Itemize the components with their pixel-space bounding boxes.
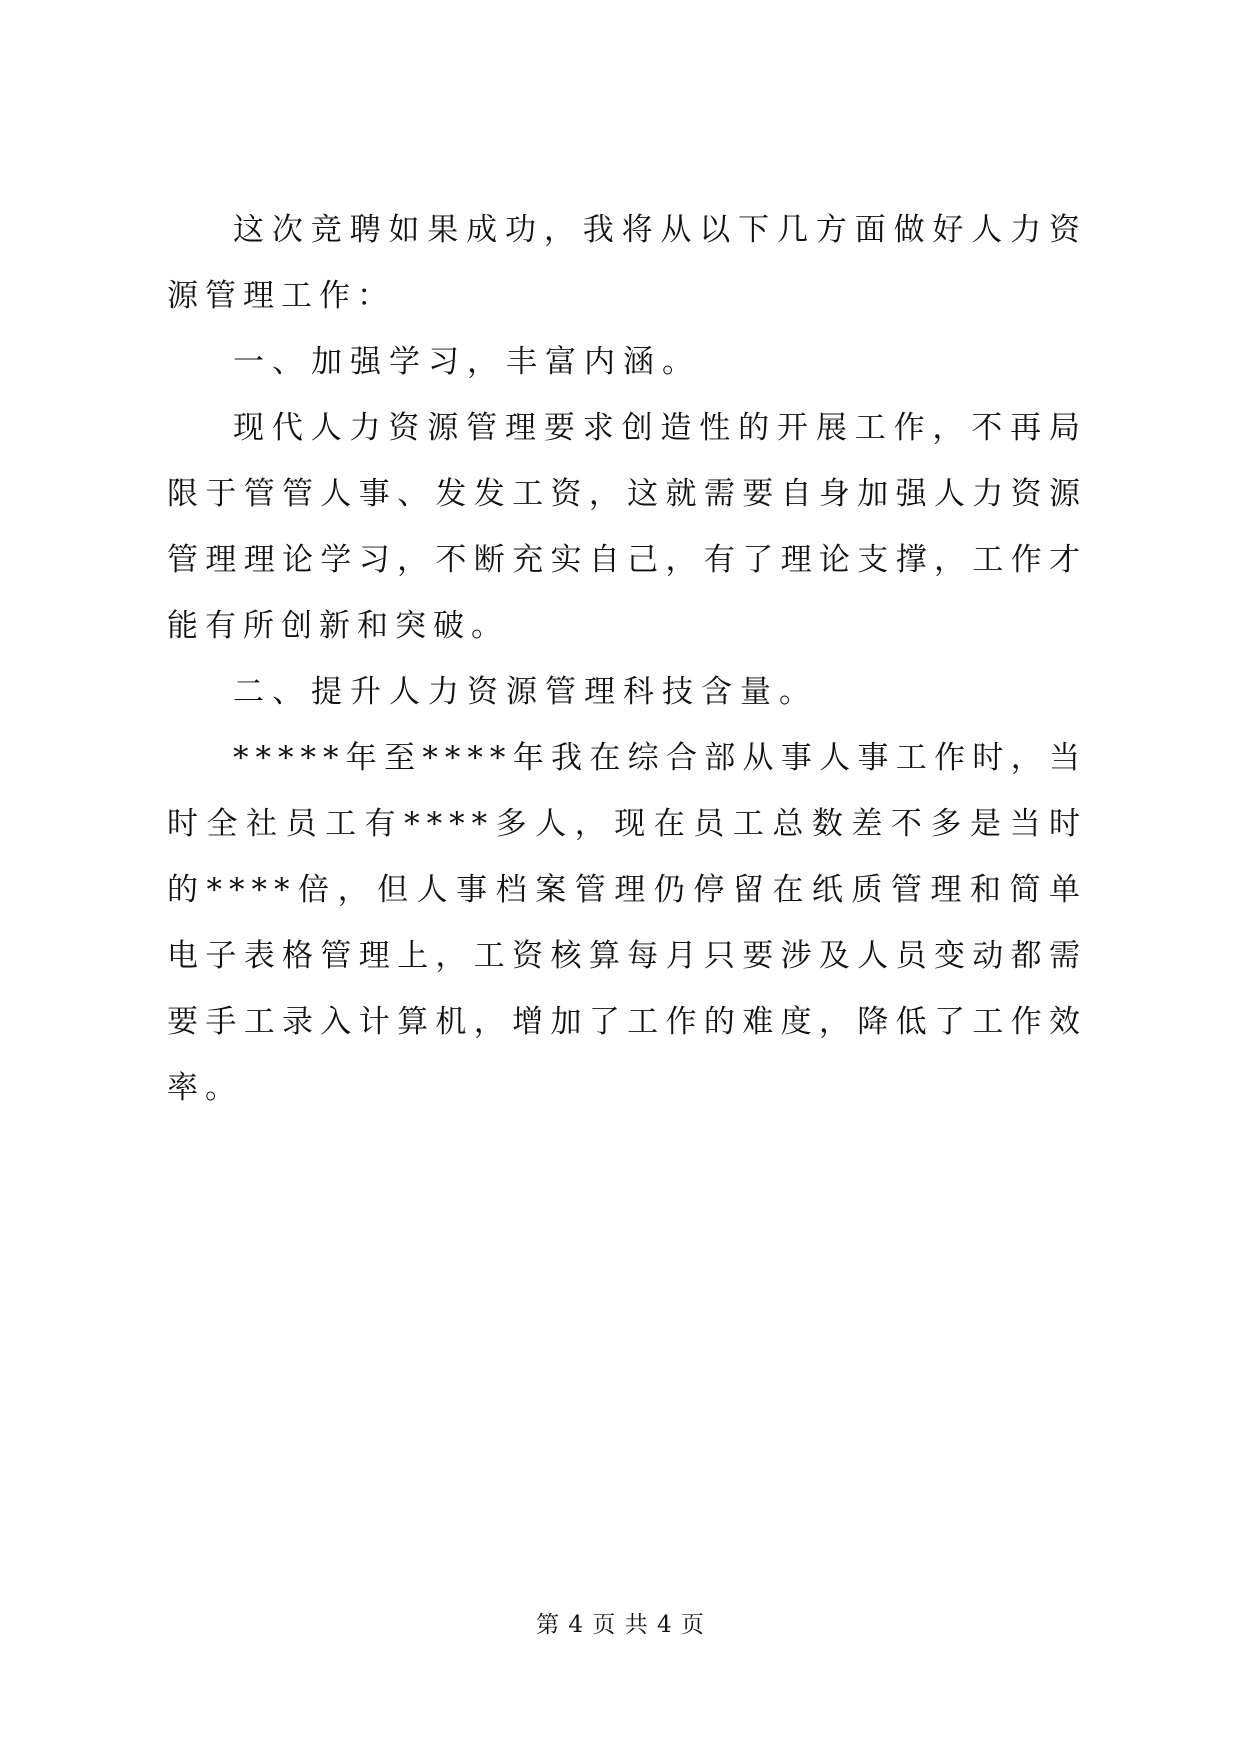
paragraph-section-2: *****年至****年我在综合部从事人事工作时，当时全社员工有****多人，现在员工总数差不多是当时的****倍，但人事档案管理仍停留在纸质管理和简单电子表格管理上，工资核算每月只要涉及人员变动都需要手工录入计算机，增加了工作的难度，降低了工作效率。 [167, 740, 1087, 1106]
document-body [167, 197, 1087, 1121]
section-heading-2: 二、提升人力资源管理科技含量。 [233, 674, 818, 710]
section-heading-1: 一、加强学习，丰富内涵。 [233, 344, 701, 380]
paragraph-section-1: 现代人力资源管理要求创造性的开展工作，不再局限于管管人事、发发工资，这就需要自身加强人力资源管理理论学习，不断充实自己，有了理论支撑，工作才能有所创新和突破。 [167, 410, 1087, 644]
page-footer: 第 4 页 共 4 页 [536, 1612, 705, 1638]
paragraph-intro: 这次竞聘如果成功，我将从以下几方面做好人力资源管理工作： [167, 212, 1087, 314]
